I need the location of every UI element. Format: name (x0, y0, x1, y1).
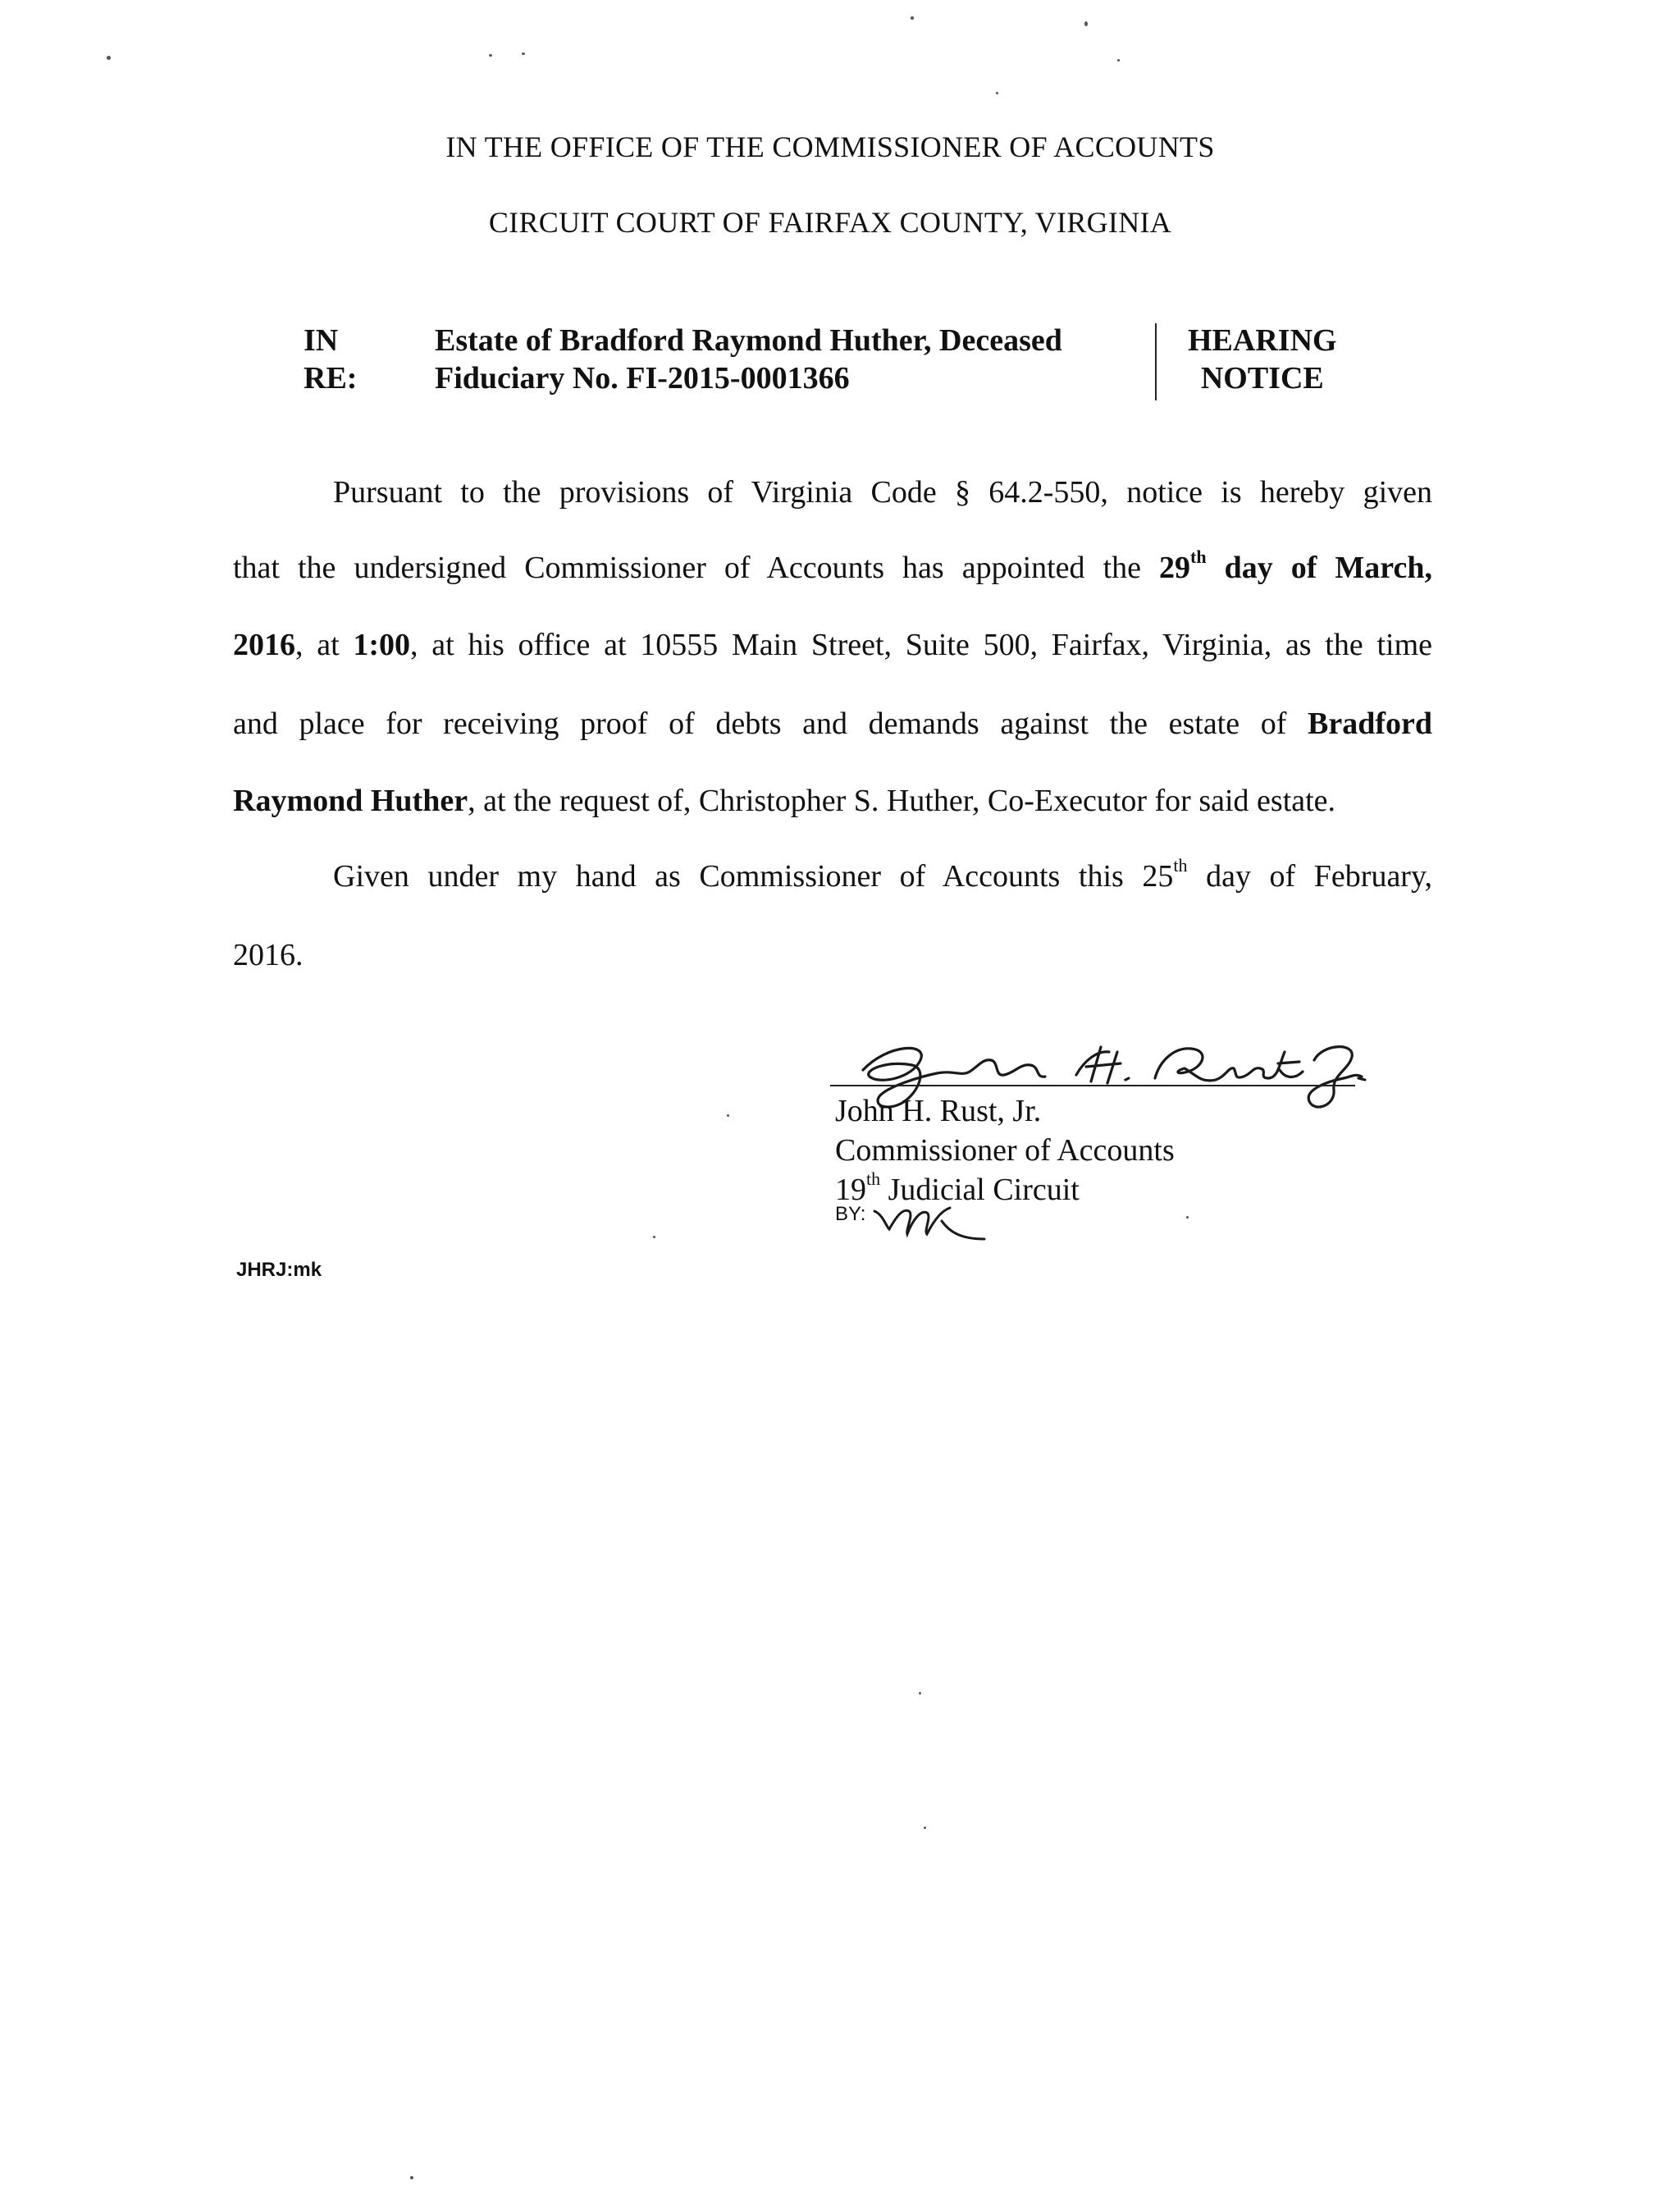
decedent-name: Raymond Huther (233, 784, 468, 818)
signer-name: John H. Rust, Jr. (835, 1094, 1042, 1128)
scan-speck (653, 1236, 655, 1238)
scan-speck (1084, 21, 1088, 26)
reference-initials: JHRJ:mk (236, 1259, 322, 1281)
office-heading: IN THE OFFICE OF THE COMMISSIONER OF ACCOUNTS (445, 130, 1215, 163)
signature-block (835, 1091, 1175, 1209)
scan-speck (107, 56, 111, 60)
notice-title-line1: HEARING (1188, 323, 1337, 358)
scan-speck (911, 16, 914, 20)
notice-title-line2: NOTICE (1200, 361, 1324, 396)
body-text: , at his office at 10555 Main Street, Suite 500, Fairfax, Virginia, as the time (410, 628, 1432, 662)
circuit-number: 19 (835, 1173, 866, 1207)
in-re-label: IN RE: (304, 323, 358, 396)
body-text: , at (295, 628, 354, 662)
scan-speck (924, 1827, 926, 1829)
scan-speck (919, 1692, 921, 1694)
body-line: Pursuant to the provisions of Virginia Code § 64.2-550, notice is hereby given (333, 475, 1432, 510)
scan-speck (727, 1114, 729, 1117)
body-text: day of February, (1187, 859, 1432, 894)
body-text: and place for receiving proof of debts and demands against the estate of (233, 706, 1308, 741)
body-line: 2016. (233, 938, 304, 972)
circuit-text: Judicial Circuit (880, 1173, 1080, 1207)
caption-divider (1155, 323, 1157, 400)
handwritten-initials (871, 1196, 1002, 1246)
fiduciary-number: Fiduciary No. FI-2015-0001366 (435, 361, 850, 396)
case-caption-text (435, 322, 1062, 397)
body-line (333, 855, 1432, 894)
hearing-month: day of March, (1206, 551, 1432, 585)
ordinal-suffix: th (1190, 546, 1207, 568)
body-text: Given under my hand as Commissioner of Accounts this 25 (333, 859, 1174, 894)
hearing-time: 1:00 (353, 628, 411, 662)
scan-speck (522, 53, 525, 55)
ordinal-suffix: th (1173, 855, 1188, 876)
body-line (233, 627, 1432, 663)
ordinal-suffix: th (866, 1168, 881, 1190)
body-line (233, 783, 1432, 819)
scan-speck (1186, 1216, 1189, 1219)
notice-title (1188, 322, 1337, 397)
signer-title: Commissioner of Accounts (835, 1133, 1175, 1168)
hearing-year: 2016 (233, 628, 295, 662)
scan-speck (1117, 59, 1120, 62)
body-text: , at the request of, Christopher S. Huther, Co-Executor for said estate. (468, 784, 1336, 818)
hearing-day: 29 (1159, 551, 1191, 585)
scan-speck (410, 2176, 413, 2179)
scan-speck (996, 92, 998, 94)
body-line (233, 546, 1432, 586)
by-label: BY: (835, 1203, 866, 1225)
signature-line (830, 1085, 1355, 1086)
body-line (233, 706, 1432, 742)
scan-speck (489, 54, 492, 57)
estate-name: Estate of Bradford Raymond Huther, Deceased (435, 323, 1062, 358)
body-text: that the undersigned Commissioner of Accounts has appointed the (233, 551, 1160, 585)
court-heading: CIRCUIT COURT OF FAIRFAX COUNTY, VIRGINIA (488, 206, 1172, 239)
decedent-name: Bradford (1308, 706, 1432, 741)
